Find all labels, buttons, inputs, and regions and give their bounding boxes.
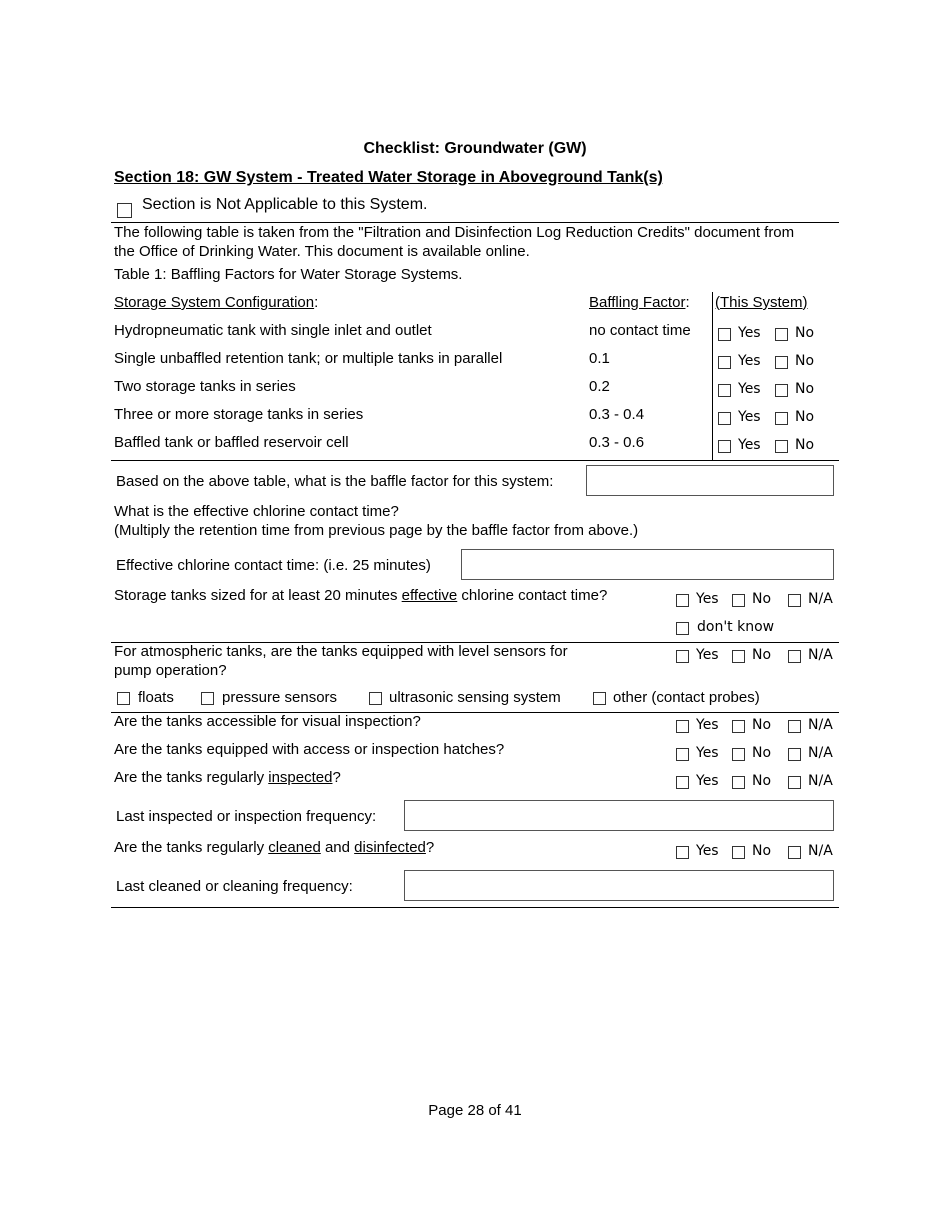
atmospheric-no-checkbox[interactable] — [732, 650, 745, 663]
row-baffling-factor: no contact time — [589, 322, 691, 339]
atmospheric-question-line-1: For atmospheric tanks, are the tanks equipped with level sensors for — [114, 643, 568, 660]
hatches-no-checkbox[interactable] — [732, 748, 745, 761]
sized-dont-know-label: don't know — [697, 619, 775, 635]
row-baffling-factor: 0.2 — [589, 378, 610, 395]
row-no-checkbox[interactable] — [775, 440, 788, 453]
sized-question: Storage tanks sized for at least 20 minutes effective chlorine contact time? — [114, 587, 608, 604]
baffle-factor-input[interactable] — [586, 465, 834, 496]
inspected-yes-checkbox[interactable] — [676, 776, 689, 789]
accessible-no-label: No — [752, 717, 772, 733]
atmospheric-yes-checkbox[interactable] — [676, 650, 689, 663]
cleaned-no-checkbox[interactable] — [732, 846, 745, 859]
sized-yes-checkbox[interactable] — [676, 594, 689, 607]
row-baffling-factor: 0.3 - 0.4 — [589, 406, 645, 423]
not-applicable-label: Section is Not Applicable to this System. — [142, 196, 428, 213]
accessible-yes-checkbox[interactable] — [676, 720, 689, 733]
row-yes-checkbox[interactable] — [718, 356, 731, 369]
atmospheric-na-label: N/A — [808, 647, 833, 663]
document-title: Checklist: Groundwater (GW) — [363, 140, 587, 157]
floats-checkbox[interactable] — [117, 692, 130, 705]
inspected-no-checkbox[interactable] — [732, 776, 745, 789]
inspected-na-label: N/A — [808, 773, 833, 789]
row-no-checkbox[interactable] — [775, 328, 788, 341]
divider — [111, 460, 839, 461]
inspected-no-label: No — [752, 773, 772, 789]
row-baffling-factor: 0.1 — [589, 350, 610, 367]
sized-na-label: N/A — [808, 591, 833, 607]
hatches-question: Are the tanks equipped with access or inspection hatches? — [114, 741, 505, 758]
row-configuration: Two storage tanks in series — [114, 378, 296, 395]
row-baffling-factor: 0.3 - 0.6 — [589, 434, 645, 451]
inspected-na-checkbox[interactable] — [788, 776, 801, 789]
row-yes-checkbox[interactable] — [718, 384, 731, 397]
baffle-factor-label: Based on the above table, what is the baffle factor for this system: — [116, 473, 554, 490]
row-configuration: Single unbaffled retention tank; or multiple tanks in parallel — [114, 350, 503, 367]
last-cleaned-input[interactable] — [404, 870, 834, 901]
row-no-checkbox[interactable] — [775, 384, 788, 397]
pressure-sensors-label: pressure sensors — [222, 689, 338, 706]
row-yes-checkbox[interactable] — [718, 328, 731, 341]
column-header-configuration: Storage System Configuration: — [114, 294, 319, 311]
row-configuration: Baffled tank or baffled reservoir cell — [114, 434, 349, 451]
effective-time-instruction: (Multiply the retention time from previous page by the baffle factor from above.) — [114, 522, 639, 539]
other-sensor-checkbox[interactable] — [593, 692, 606, 705]
row-no-label: No — [795, 381, 815, 397]
atmospheric-question-line-2: pump operation? — [114, 662, 227, 679]
intro-line-1: The following table is taken from the "Filtration and Disinfection Log Reduction Credits" document from — [114, 224, 795, 241]
floats-label: floats — [138, 689, 174, 706]
row-yes-label: Yes — [738, 381, 761, 397]
row-configuration: Three or more storage tanks in series — [114, 406, 364, 423]
last-inspected-label: Last inspected or inspection frequency: — [116, 808, 377, 825]
not-applicable-checkbox[interactable] — [117, 203, 132, 218]
cleaned-na-checkbox[interactable] — [788, 846, 801, 859]
cleaned-yes-checkbox[interactable] — [676, 846, 689, 859]
table-column-divider — [712, 292, 713, 460]
accessible-na-checkbox[interactable] — [788, 720, 801, 733]
row-no-label: No — [795, 409, 815, 425]
accessible-yes-label: Yes — [696, 717, 719, 733]
effective-time-input[interactable] — [461, 549, 834, 580]
column-header-this-system: (This System) — [715, 294, 808, 311]
sized-no-label: No — [752, 591, 772, 607]
cleaned-question: Are the tanks regularly cleaned and disinfected? — [114, 839, 435, 856]
hatches-na-label: N/A — [808, 745, 833, 761]
section-title: Section 18: GW System - Treated Water Storage in Aboveground Tank(s) — [114, 169, 663, 186]
ultrasonic-label: ultrasonic sensing system — [389, 689, 561, 706]
accessible-na-label: N/A — [808, 717, 833, 733]
atmospheric-no-label: No — [752, 647, 772, 663]
divider — [111, 907, 839, 908]
last-inspected-input[interactable] — [404, 800, 834, 831]
pressure-sensors-checkbox[interactable] — [201, 692, 214, 705]
cleaned-no-label: No — [752, 843, 772, 859]
intro-line-2: the Office of Drinking Water. This document is available online. — [114, 243, 530, 260]
effective-time-question: What is the effective chlorine contact time? — [114, 503, 399, 520]
column-header-baffling-factor: Baffling Factor: — [589, 294, 690, 311]
inspected-yes-label: Yes — [696, 773, 719, 789]
hatches-no-label: No — [752, 745, 772, 761]
row-yes-checkbox[interactable] — [718, 412, 731, 425]
hatches-yes-checkbox[interactable] — [676, 748, 689, 761]
sized-yes-label: Yes — [696, 591, 719, 607]
page-number: Page 28 of 41 — [428, 1102, 522, 1119]
row-no-checkbox[interactable] — [775, 412, 788, 425]
sized-no-checkbox[interactable] — [732, 594, 745, 607]
ultrasonic-checkbox[interactable] — [369, 692, 382, 705]
divider — [111, 222, 839, 223]
hatches-na-checkbox[interactable] — [788, 748, 801, 761]
table-caption: Table 1: Baffling Factors for Water Storage Systems. — [114, 266, 463, 283]
row-yes-checkbox[interactable] — [718, 440, 731, 453]
row-yes-label: Yes — [738, 437, 761, 453]
row-no-label: No — [795, 437, 815, 453]
cleaned-na-label: N/A — [808, 843, 833, 859]
last-cleaned-label: Last cleaned or cleaning frequency: — [116, 878, 353, 895]
cleaned-yes-label: Yes — [696, 843, 719, 859]
row-no-label: No — [795, 353, 815, 369]
row-no-checkbox[interactable] — [775, 356, 788, 369]
row-yes-label: Yes — [738, 353, 761, 369]
atmospheric-yes-label: Yes — [696, 647, 719, 663]
other-sensor-label: other (contact probes) — [613, 689, 760, 706]
sized-dont-know-checkbox[interactable] — [676, 622, 689, 635]
row-configuration: Hydropneumatic tank with single inlet and outlet — [114, 322, 432, 339]
accessible-question: Are the tanks accessible for visual inspection? — [114, 713, 421, 730]
accessible-no-checkbox[interactable] — [732, 720, 745, 733]
sized-na-checkbox[interactable] — [788, 594, 801, 607]
row-no-label: No — [795, 325, 815, 341]
atmospheric-na-checkbox[interactable] — [788, 650, 801, 663]
inspected-question: Are the tanks regularly inspected? — [114, 769, 341, 786]
effective-time-label: Effective chlorine contact time: (i.e. 25 minutes) — [116, 557, 431, 574]
row-yes-label: Yes — [738, 409, 761, 425]
row-yes-label: Yes — [738, 325, 761, 341]
hatches-yes-label: Yes — [696, 745, 719, 761]
